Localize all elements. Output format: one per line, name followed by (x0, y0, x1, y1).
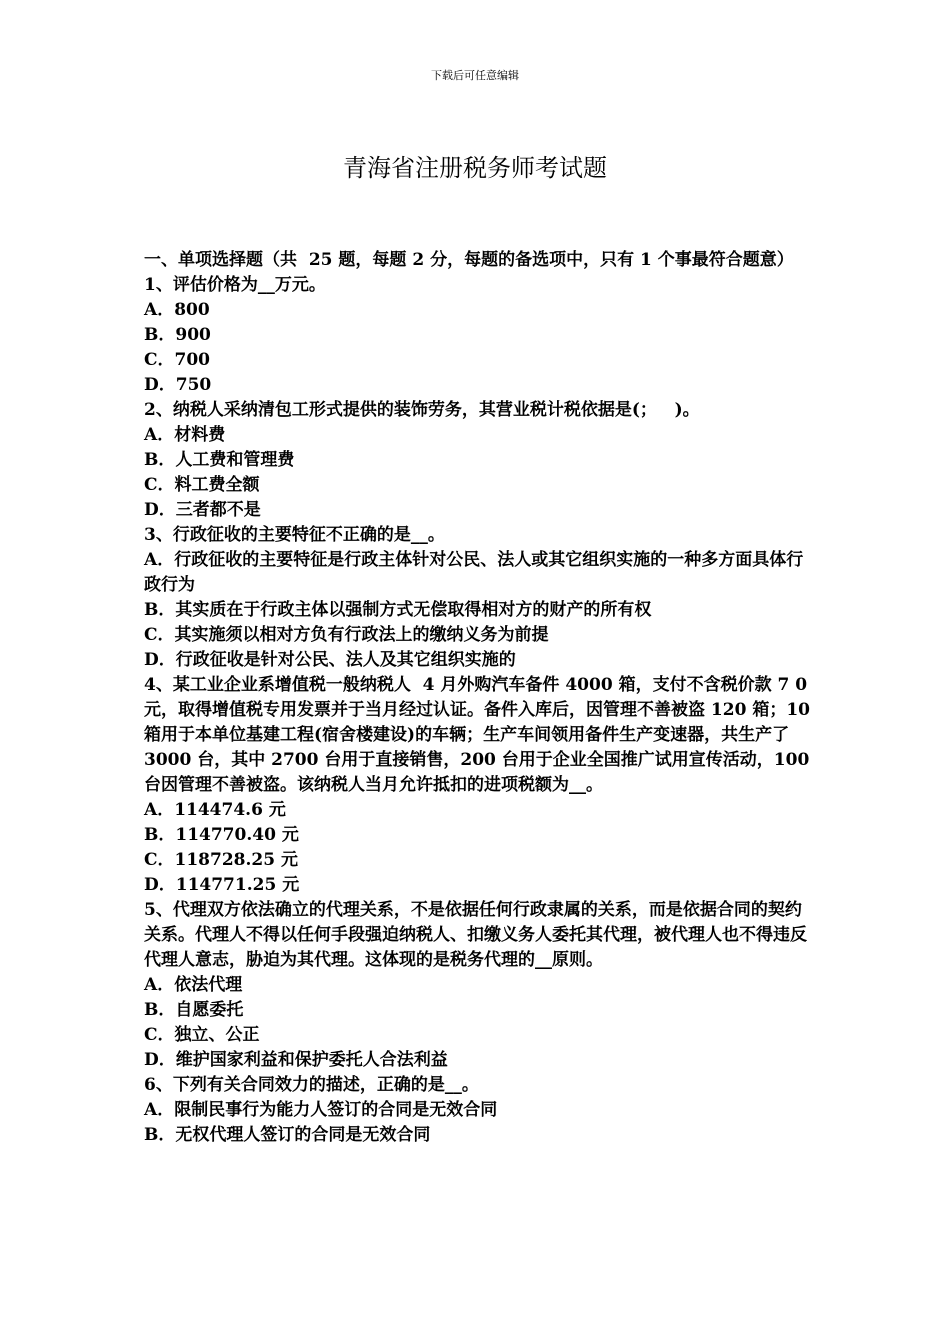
option-b: B．其实质在于行政主体以强制方式无偿取得相对方的财产的所有权 (144, 600, 652, 620)
question-5 (144, 898, 810, 1073)
question-1 (144, 273, 810, 398)
question-stem: 2、纳税人采纳清包工形式提供的装饰劳务，其营业税计税依据是(； )。 (144, 400, 700, 420)
option-b: B．人工费和管理费 (144, 450, 295, 470)
option-b: B．900 (144, 325, 211, 345)
header-note: 下载后可任意编辑 (431, 69, 519, 82)
option-c: C．料工费全额 (144, 475, 260, 495)
option-c: C．118728.25 元 (144, 850, 298, 870)
option-d: D．114771.25 元 (144, 875, 300, 895)
document-title: 青海省注册税务师考试题 (343, 154, 607, 182)
option-b: B．114770.40 元 (144, 825, 299, 845)
question-stem: 6、下列有关合同效力的描述，正确的是__。 (144, 1075, 479, 1095)
question-stem: 4、某工业企业系增值税一般纳税人 4 月外购汽车备件 4000 箱，支付不含税价款 7 0 元，取得增值税专用发票并于当月经过认证。备件入库后，因管理不善被盗 120 箱；10 箱用于本单位基建工程(宿舍楼建设)的车辆；生产车间领用备件生产变速器，共生产了 3000 台，其中 2700 台用于直接销售，200 台用于企业全国推广试用宣传活动，100 台因管理不善被盗。该纳税人当月允许抵扣的进项税额为__。 (144, 675, 816, 795)
option-c: C．其实施须以相对方负有行政法上的缴纳义务为前提 (144, 625, 549, 645)
question-6 (144, 1073, 810, 1148)
option-c: C．700 (144, 350, 211, 370)
question-2 (144, 398, 810, 523)
option-d: D．750 (144, 375, 212, 395)
option-a: A．材料费 (144, 425, 226, 445)
question-stem: 1、评估价格为__万元。 (144, 275, 326, 295)
option-a: A．限制民事行为能力人签订的合同是无效合同 (144, 1100, 498, 1120)
option-a: A．114474.6 元 (144, 800, 286, 820)
option-a: A．依法代理 (144, 975, 243, 995)
option-d: D．维护国家利益和保护委托人合法利益 (144, 1050, 448, 1070)
option-b: B．自愿委托 (144, 1000, 244, 1020)
question-stem: 5、代理双方依法确立的代理关系，不是依据任何行政隶属的关系，而是依据合同的契约关系。代理人不得以任何手段强迫纳税人、扣缴义务人委托其代理，被代理人也不得违反代理人意志，胁迫为其代理。这体现的是税务代理的__原则。 (144, 900, 807, 970)
option-a: A．行政征收的主要特征是行政主体针对公民、法人或其它组织实施的一种多方面具体行政行为 (144, 550, 804, 595)
option-c: C．独立、公正 (144, 1025, 260, 1045)
section-heading: 一、单项选择题（共 25 题，每题 2 分，每题的备选项中，只有 1 个事最符合题意） (144, 250, 794, 270)
document-body (144, 248, 816, 1148)
option-d: D．行政征收是针对公民、法人及其它组织实施的 (144, 650, 516, 670)
option-b: B．无权代理人签订的合同是无效合同 (144, 1125, 431, 1145)
question-stem: 3、行政征收的主要特征不正确的是__。 (144, 525, 445, 545)
option-a: A．800 (144, 300, 210, 320)
question-3 (144, 523, 810, 673)
option-d: D．三者都不是 (144, 500, 261, 520)
question-4 (144, 673, 816, 898)
